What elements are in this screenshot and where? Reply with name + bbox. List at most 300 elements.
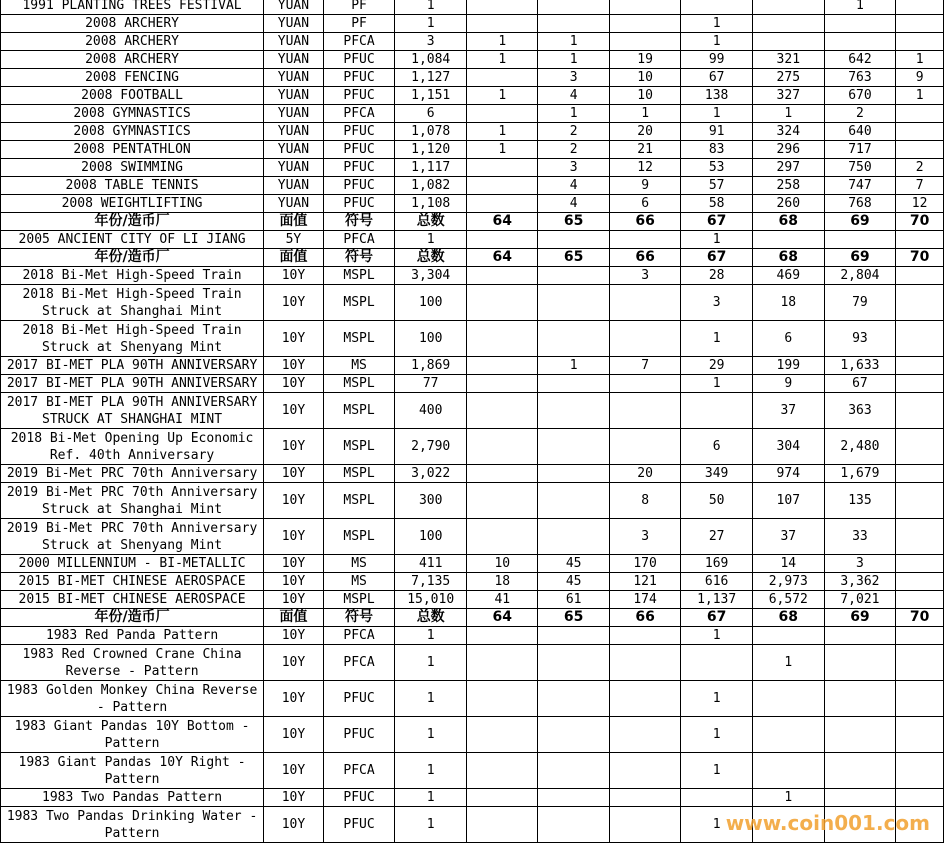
grade-69-cell: 717	[824, 141, 896, 159]
table-row	[1, 69, 944, 87]
grade-65-cell	[538, 285, 609, 321]
grade-68-cell	[752, 231, 824, 249]
grade-66-cell	[609, 645, 680, 681]
table-row	[1, 483, 944, 519]
grade-65-cell: 4	[538, 195, 609, 213]
column-header-total: 总数	[395, 213, 467, 231]
grade-67-cell: 3	[681, 285, 753, 321]
grade-70-cell: 2	[896, 159, 944, 177]
grade-67-cell: 138	[681, 87, 753, 105]
table-row	[1, 717, 944, 753]
grade-66-cell	[609, 627, 680, 645]
table-row	[1, 555, 944, 573]
grade-68-cell: 258	[752, 177, 824, 195]
grade-66-cell	[609, 429, 680, 465]
denomination-cell: 10Y	[264, 285, 324, 321]
grade-70-cell	[896, 789, 944, 807]
grade-69-cell: 7,021	[824, 591, 896, 609]
grade-70-cell	[896, 573, 944, 591]
column-header-c65: 65	[538, 249, 609, 267]
table-row	[1, 285, 944, 321]
total-cell: 1	[395, 231, 467, 249]
column-header-c64: 64	[467, 213, 538, 231]
grade-67-cell: 616	[681, 573, 753, 591]
name-cell: 2008 ARCHERY	[1, 51, 264, 69]
denomination-cell: YUAN	[264, 51, 324, 69]
grade-69-cell: 79	[824, 285, 896, 321]
grade-68-cell	[752, 33, 824, 51]
grade-67-cell: 169	[681, 555, 753, 573]
grade-cell: MS	[323, 573, 395, 591]
denomination-cell: 10Y	[264, 807, 324, 843]
grade-68-cell: 9	[752, 375, 824, 393]
grade-64-cell	[467, 465, 538, 483]
grade-cell: PFCA	[323, 753, 395, 789]
grade-64-cell	[467, 789, 538, 807]
grade-65-cell	[538, 375, 609, 393]
total-cell: 7,135	[395, 573, 467, 591]
grade-69-cell: 763	[824, 69, 896, 87]
grade-67-cell: 67	[681, 69, 753, 87]
grade-68-cell: 974	[752, 465, 824, 483]
grade-67-cell	[681, 645, 753, 681]
total-cell: 411	[395, 555, 467, 573]
table-row	[1, 627, 944, 645]
grade-70-cell	[896, 627, 944, 645]
total-cell: 3,022	[395, 465, 467, 483]
grade-65-cell	[538, 267, 609, 285]
grade-70-cell	[896, 123, 944, 141]
total-cell: 1	[395, 717, 467, 753]
grade-65-cell	[538, 789, 609, 807]
total-cell: 1,151	[395, 87, 467, 105]
grade-68-cell: 1	[752, 645, 824, 681]
total-cell: 1	[395, 627, 467, 645]
table-row	[1, 159, 944, 177]
grade-65-cell	[538, 645, 609, 681]
total-cell: 1,084	[395, 51, 467, 69]
grade-70-cell	[896, 645, 944, 681]
denomination-cell: YUAN	[264, 141, 324, 159]
grade-69-cell: 750	[824, 159, 896, 177]
grade-70-cell	[896, 33, 944, 51]
column-header-c68: 68	[752, 249, 824, 267]
name-cell: 2018 Bi-Met High-Speed Train Struck at Shenyang Mint	[1, 321, 264, 357]
grade-69-cell: 93	[824, 321, 896, 357]
grade-cell: PFUC	[323, 141, 395, 159]
grade-65-cell: 2	[538, 123, 609, 141]
denomination-cell: 10Y	[264, 267, 324, 285]
grade-cell: PFUC	[323, 69, 395, 87]
grade-69-cell: 640	[824, 123, 896, 141]
column-header-c69: 69	[824, 213, 896, 231]
grade-cell: MSPL	[323, 285, 395, 321]
grade-cell: PFCA	[323, 627, 395, 645]
grade-67-cell: 1	[681, 717, 753, 753]
grade-64-cell	[467, 15, 538, 33]
grade-cell: PF	[323, 0, 395, 15]
denomination-cell: 10Y	[264, 681, 324, 717]
total-cell: 1	[395, 807, 467, 843]
grade-66-cell: 20	[609, 465, 680, 483]
grade-cell: PFUC	[323, 123, 395, 141]
grade-67-cell: 1	[681, 15, 753, 33]
total-cell: 1,120	[395, 141, 467, 159]
grade-68-cell: 107	[752, 483, 824, 519]
grade-70-cell	[896, 393, 944, 429]
grade-70-cell: 1	[896, 51, 944, 69]
grade-70-cell	[896, 321, 944, 357]
column-header-c65: 65	[538, 609, 609, 627]
grade-cell: PFUC	[323, 177, 395, 195]
denomination-cell: 10Y	[264, 519, 324, 555]
name-cell: 2000 MILLENNIUM - BI-METALLIC	[1, 555, 264, 573]
grade-68-cell: 469	[752, 267, 824, 285]
grade-65-cell	[538, 627, 609, 645]
grade-66-cell	[609, 393, 680, 429]
grade-cell: PFUC	[323, 159, 395, 177]
column-header-grade: 符号	[323, 249, 395, 267]
grade-67-cell	[681, 393, 753, 429]
grade-70-cell	[896, 465, 944, 483]
column-header-total: 总数	[395, 609, 467, 627]
watermark-text: www.coin001.com	[725, 811, 930, 835]
name-cell: 2018 Bi-Met Opening Up Economic Ref. 40th Anniversary	[1, 429, 264, 465]
header-row	[1, 249, 944, 267]
grade-cell: MSPL	[323, 429, 395, 465]
table-row	[1, 87, 944, 105]
grade-65-cell	[538, 321, 609, 357]
grade-cell: PFUC	[323, 195, 395, 213]
total-cell: 15,010	[395, 591, 467, 609]
name-cell: 1983 Two Pandas Drinking Water - Pattern	[1, 807, 264, 843]
grade-65-cell	[538, 717, 609, 753]
total-cell: 1	[395, 645, 467, 681]
denomination-cell: 10Y	[264, 645, 324, 681]
grade-67-cell	[681, 789, 753, 807]
table-row	[1, 573, 944, 591]
grade-69-cell	[824, 231, 896, 249]
grade-65-cell	[538, 753, 609, 789]
table-row	[1, 123, 944, 141]
grade-70-cell	[896, 357, 944, 375]
grade-70-cell	[896, 231, 944, 249]
table-row	[1, 429, 944, 465]
grade-68-cell: 275	[752, 69, 824, 87]
grade-70-cell	[896, 141, 944, 159]
grade-65-cell	[538, 231, 609, 249]
grade-69-cell: 2	[824, 105, 896, 123]
denomination-cell: 10Y	[264, 717, 324, 753]
table-row	[1, 177, 944, 195]
grade-64-cell	[467, 717, 538, 753]
grade-70-cell: 7	[896, 177, 944, 195]
grade-67-cell: 1	[681, 627, 753, 645]
grade-69-cell	[824, 753, 896, 789]
table-row	[1, 393, 944, 429]
grade-64-cell	[467, 105, 538, 123]
grade-68-cell: 321	[752, 51, 824, 69]
total-cell: 1,108	[395, 195, 467, 213]
grade-64-cell	[467, 753, 538, 789]
total-cell: 3,304	[395, 267, 467, 285]
grade-66-cell	[609, 375, 680, 393]
grade-69-cell: 135	[824, 483, 896, 519]
grade-64-cell	[467, 177, 538, 195]
grade-67-cell: 83	[681, 141, 753, 159]
grade-cell: PFCA	[323, 105, 395, 123]
total-cell: 1	[395, 681, 467, 717]
grade-cell: PFCA	[323, 33, 395, 51]
grade-69-cell: 768	[824, 195, 896, 213]
column-header-denom: 面值	[264, 249, 324, 267]
grade-65-cell: 1	[538, 51, 609, 69]
denomination-cell: YUAN	[264, 87, 324, 105]
grade-70-cell	[896, 267, 944, 285]
grade-64-cell	[467, 195, 538, 213]
total-cell: 3	[395, 33, 467, 51]
grade-66-cell: 12	[609, 159, 680, 177]
grade-64-cell: 1	[467, 123, 538, 141]
grade-66-cell: 3	[609, 267, 680, 285]
grade-67-cell: 1	[681, 231, 753, 249]
column-header-c69: 69	[824, 249, 896, 267]
grade-69-cell: 3,362	[824, 573, 896, 591]
grade-65-cell	[538, 393, 609, 429]
grade-66-cell: 1	[609, 105, 680, 123]
grade-66-cell: 7	[609, 357, 680, 375]
grade-64-cell	[467, 645, 538, 681]
name-cell: 2015 BI-MET CHINESE AEROSPACE	[1, 573, 264, 591]
grade-cell: PFUC	[323, 87, 395, 105]
name-cell: 2008 ARCHERY	[1, 15, 264, 33]
grade-68-cell	[752, 627, 824, 645]
grade-64-cell: 10	[467, 555, 538, 573]
table-row	[1, 15, 944, 33]
denomination-cell: YUAN	[264, 177, 324, 195]
grade-69-cell: 642	[824, 51, 896, 69]
grade-66-cell	[609, 789, 680, 807]
grade-64-cell	[467, 393, 538, 429]
table-row	[1, 753, 944, 789]
grade-65-cell: 45	[538, 573, 609, 591]
grade-69-cell: 2,480	[824, 429, 896, 465]
grade-70-cell	[896, 681, 944, 717]
column-header-grade: 符号	[323, 609, 395, 627]
name-cell: 1983 Red Crowned Crane China Reverse - Pattern	[1, 645, 264, 681]
grade-66-cell	[609, 15, 680, 33]
column-header-c69: 69	[824, 609, 896, 627]
grade-67-cell: 1	[681, 33, 753, 51]
grade-67-cell: 1,137	[681, 591, 753, 609]
grade-70-cell	[896, 15, 944, 33]
column-header-denom: 面值	[264, 213, 324, 231]
grade-64-cell: 41	[467, 591, 538, 609]
column-header-c65: 65	[538, 213, 609, 231]
grade-67-cell: 6	[681, 429, 753, 465]
grade-64-cell: 1	[467, 33, 538, 51]
total-cell: 100	[395, 321, 467, 357]
grade-67-cell	[681, 0, 753, 15]
grade-67-cell: 28	[681, 267, 753, 285]
name-cell: 1983 Giant Pandas 10Y Bottom - Pattern	[1, 717, 264, 753]
denomination-cell: 10Y	[264, 375, 324, 393]
grade-cell: MSPL	[323, 519, 395, 555]
name-cell: 2018 Bi-Met High-Speed Train Struck at Shanghai Mint	[1, 285, 264, 321]
grade-cell: PFUC	[323, 51, 395, 69]
grade-65-cell: 1	[538, 33, 609, 51]
grade-70-cell	[896, 519, 944, 555]
column-header-name: 年份/造币厂	[1, 249, 264, 267]
grade-68-cell: 304	[752, 429, 824, 465]
grade-69-cell: 1,633	[824, 357, 896, 375]
grade-64-cell: 1	[467, 141, 538, 159]
total-cell: 300	[395, 483, 467, 519]
grade-69-cell	[824, 627, 896, 645]
total-cell: 100	[395, 519, 467, 555]
grade-65-cell	[538, 0, 609, 15]
grade-cell: PFCA	[323, 231, 395, 249]
grade-65-cell: 3	[538, 69, 609, 87]
name-cell: 2017 BI-MET PLA 90TH ANNIVERSARY STRUCK AT SHANGHAI MINT	[1, 393, 264, 429]
name-cell: 2008 FENCING	[1, 69, 264, 87]
grade-68-cell	[752, 0, 824, 15]
total-cell: 1,869	[395, 357, 467, 375]
grade-69-cell: 2,804	[824, 267, 896, 285]
denomination-cell: 10Y	[264, 321, 324, 357]
grade-70-cell	[896, 555, 944, 573]
grade-66-cell: 20	[609, 123, 680, 141]
grade-cell: MSPL	[323, 321, 395, 357]
table-row	[1, 105, 944, 123]
grade-64-cell	[467, 0, 538, 15]
grade-64-cell	[467, 159, 538, 177]
name-cell: 2008 FOOTBALL	[1, 87, 264, 105]
grade-70-cell	[896, 717, 944, 753]
denomination-cell: YUAN	[264, 159, 324, 177]
grade-70-cell: 9	[896, 69, 944, 87]
grade-67-cell: 1	[681, 681, 753, 717]
table-row	[1, 267, 944, 285]
total-cell: 1,078	[395, 123, 467, 141]
total-cell: 77	[395, 375, 467, 393]
denomination-cell: YUAN	[264, 33, 324, 51]
grade-64-cell: 18	[467, 573, 538, 591]
total-cell: 400	[395, 393, 467, 429]
table-row	[1, 645, 944, 681]
grade-70-cell	[896, 0, 944, 15]
column-header-c70: 70	[896, 609, 944, 627]
name-cell: 1983 Golden Monkey China Reverse - Pattern	[1, 681, 264, 717]
grade-66-cell: 19	[609, 51, 680, 69]
grade-69-cell: 1,679	[824, 465, 896, 483]
table-row	[1, 33, 944, 51]
grade-69-cell	[824, 681, 896, 717]
grade-65-cell: 2	[538, 141, 609, 159]
name-cell: 2008 GYMNASTICS	[1, 105, 264, 123]
grade-64-cell	[467, 483, 538, 519]
denomination-cell: 10Y	[264, 393, 324, 429]
grade-69-cell	[824, 717, 896, 753]
grade-69-cell: 363	[824, 393, 896, 429]
name-cell: 2019 Bi-Met PRC 70th Anniversary	[1, 465, 264, 483]
column-header-name: 年份/造币厂	[1, 213, 264, 231]
grade-68-cell: 37	[752, 519, 824, 555]
grade-65-cell	[538, 15, 609, 33]
grade-70-cell	[896, 483, 944, 519]
grade-66-cell	[609, 681, 680, 717]
total-cell: 6	[395, 105, 467, 123]
name-cell: 2008 TABLE TENNIS	[1, 177, 264, 195]
table-row	[1, 789, 944, 807]
grade-65-cell	[538, 807, 609, 843]
grade-64-cell	[467, 519, 538, 555]
grade-64-cell	[467, 627, 538, 645]
table-row	[1, 141, 944, 159]
header-row	[1, 213, 944, 231]
grade-66-cell	[609, 33, 680, 51]
grade-65-cell	[538, 681, 609, 717]
grade-66-cell	[609, 321, 680, 357]
grade-cell: MSPL	[323, 393, 395, 429]
grade-65-cell: 4	[538, 87, 609, 105]
grade-65-cell	[538, 465, 609, 483]
total-cell: 1,082	[395, 177, 467, 195]
grade-67-cell: 27	[681, 519, 753, 555]
grade-66-cell	[609, 717, 680, 753]
grade-66-cell	[609, 231, 680, 249]
grade-68-cell	[752, 15, 824, 33]
grade-67-cell: 99	[681, 51, 753, 69]
grade-67-cell: 50	[681, 483, 753, 519]
grade-64-cell	[467, 429, 538, 465]
grade-cell: MSPL	[323, 267, 395, 285]
grade-69-cell	[824, 33, 896, 51]
grade-67-cell: 1	[681, 105, 753, 123]
name-cell: 2008 SWIMMING	[1, 159, 264, 177]
grade-70-cell: 1	[896, 87, 944, 105]
grade-65-cell: 3	[538, 159, 609, 177]
table-row	[1, 195, 944, 213]
grade-67-cell: 58	[681, 195, 753, 213]
column-header-name: 年份/造币厂	[1, 609, 264, 627]
grade-68-cell	[752, 717, 824, 753]
total-cell: 1,127	[395, 69, 467, 87]
grade-70-cell	[896, 591, 944, 609]
grade-66-cell: 3	[609, 519, 680, 555]
column-header-c67: 67	[681, 213, 753, 231]
grade-66-cell	[609, 807, 680, 843]
name-cell: 2019 Bi-Met PRC 70th Anniversary Struck at Shenyang Mint	[1, 519, 264, 555]
grade-70-cell	[896, 753, 944, 789]
grade-65-cell: 4	[538, 177, 609, 195]
header-row	[1, 609, 944, 627]
grade-68-cell: 6,572	[752, 591, 824, 609]
grade-cell: PF	[323, 15, 395, 33]
grade-68-cell: 37	[752, 393, 824, 429]
name-cell: 2008 WEIGHTLIFTING	[1, 195, 264, 213]
grade-66-cell: 10	[609, 87, 680, 105]
grade-67-cell: 1	[681, 375, 753, 393]
grade-64-cell	[467, 285, 538, 321]
grade-66-cell: 10	[609, 69, 680, 87]
total-cell: 1,117	[395, 159, 467, 177]
column-header-c68: 68	[752, 213, 824, 231]
grade-68-cell: 199	[752, 357, 824, 375]
grade-66-cell	[609, 753, 680, 789]
column-header-grade: 符号	[323, 213, 395, 231]
total-cell: 1	[395, 753, 467, 789]
